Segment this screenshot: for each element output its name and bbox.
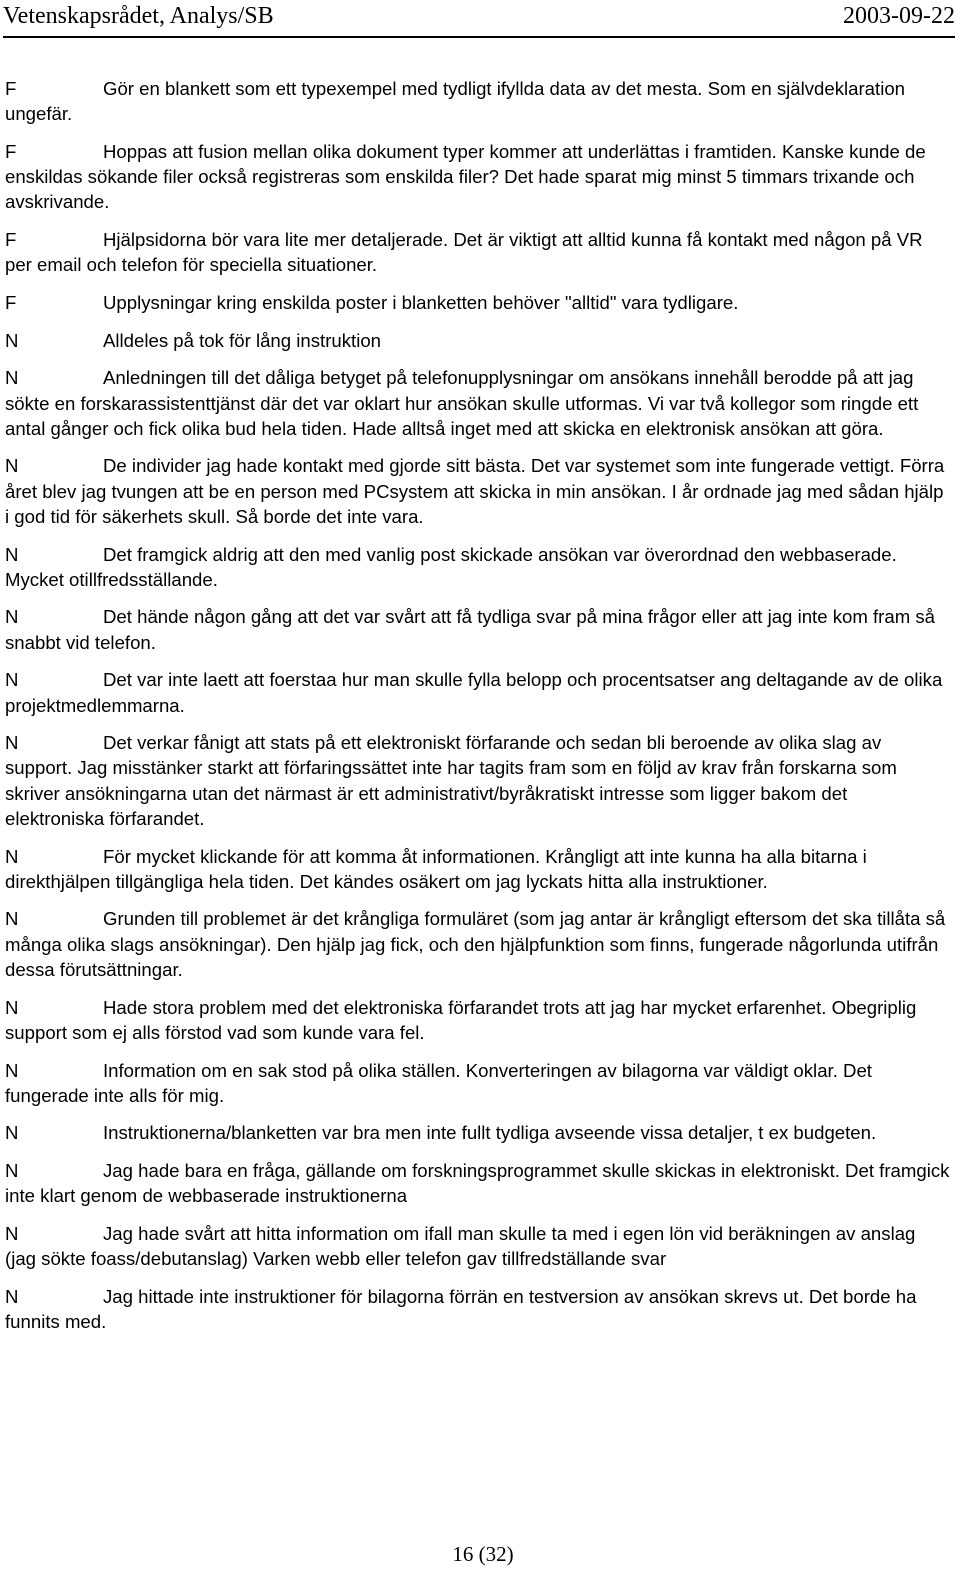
comment-text: Det var inte laett att foerstaa hur man skulle fylla belopp och procentsatser ang deltagande av de olika projektmedlemmarna. xyxy=(5,669,943,716)
comment-category-code: N xyxy=(5,1059,19,1081)
comment-text: Anledningen till det dåliga betyget på telefonupplysningar om ansökans innehåll berodde på att jag sökte en forskarassistenttjänst där det var oklart hur ansökan skulle utformas. Vi var två kollegor som ringde ett antal gånger och fick olika bud hela tiden. Hade alltså inget med att skicka en elektronisk ansökan att göra. xyxy=(5,367,919,439)
comment-category-code: F xyxy=(5,78,17,99)
comment-text: Hjälpsidorna bör vara lite mer detaljerade. Det är viktigt att alltid kunna få kontakt med någon på VR per email och telefon för speciella situationer. xyxy=(5,229,923,276)
comment-item xyxy=(5,667,951,717)
comment-category-code: F xyxy=(5,291,17,313)
comment-category-code: N xyxy=(5,1223,19,1245)
comment-item xyxy=(5,844,951,894)
comment-text: Instruktionerna/blanketten var bra men inte fullt tydliga avseende vissa detaljer, t ex budgeten. xyxy=(103,1122,877,1144)
comment-category-code: N xyxy=(5,1160,19,1182)
comment-category-code: N xyxy=(5,367,19,389)
comment-text: Gör en blankett som ett typexempel med tydligt ifyllda data av det mesta. Som en självdeklaration ungefär. xyxy=(5,78,906,125)
comment-item xyxy=(5,1058,951,1108)
comment-item xyxy=(5,328,951,353)
page-header xyxy=(3,0,955,38)
comment-text: Det framgick aldrig att den med vanlig post skickade ansökan var överordnad den webbaserade. Mycket otillfredsställande. xyxy=(5,543,897,590)
comment-item xyxy=(5,1221,951,1271)
comment-text: Jag hade bara en fråga, gällande om forskningsprogrammet skulle skickas in elektroniskt. Det framgick inte klart genom de webbaserade instruktionerna xyxy=(5,1160,950,1207)
comment-text: Det hände någon gång att det var svårt att få tydliga svar på mina frågor eller att jag inte kom fram så snabbt vid telefon. xyxy=(5,606,935,653)
comment-list xyxy=(5,76,951,1334)
comment-text: Information om en sak stod på olika ställen. Konverteringen av bilagorna var väldigt oklar. Det fungerade inte alls för mig. xyxy=(5,1059,872,1106)
comment-category-code: F xyxy=(5,229,17,251)
comment-item xyxy=(5,995,951,1045)
comment-text: Hade stora problem med det elektroniska förfarandet trots att jag har mycket erfarenhet. Obegriplig support som ej alls förstod vad som kunde vara fel. xyxy=(5,996,917,1043)
page-number: 16 (32) xyxy=(452,1542,514,1566)
comment-item xyxy=(5,227,951,277)
comment-item xyxy=(5,604,951,654)
comment-category-code: N xyxy=(5,732,19,754)
comment-item xyxy=(5,290,951,315)
comment-category-code: N xyxy=(5,996,19,1018)
comment-item xyxy=(5,139,951,215)
comment-text: Grunden till problemet är det krångliga formuläret (som jag antar är krångligt eftersom det ska tillåta så många olika slags ansökningar). Den hjälp jag fick, och den hjälpfunktion som finns, fungerade någorlunda utifrån dessa förutsättningar. xyxy=(5,908,946,980)
comment-category-code: N xyxy=(5,1285,19,1307)
comment-category-code: N xyxy=(5,1122,19,1144)
comment-item xyxy=(5,76,951,126)
comment-text: Det verkar fånigt att stats på ett elektroniskt förfarande och sedan bli beroende av olika slag av support. Jag misstänker starkt att förfaringssättet inte har tagits fram som en följd av krav från forskarna som skriver ansökningarna utan det närmast är ett administrativt/byråkratiskt intresse som ligger bakom det elektroniska förfarandet. xyxy=(5,732,897,829)
comment-category-code: N xyxy=(5,908,19,930)
comment-category-code: N xyxy=(5,455,19,477)
header-organization: Vetenskapsrådet, Analys/SB xyxy=(3,3,274,29)
comment-text: Alldeles på tok för lång instruktion xyxy=(103,329,382,351)
header-divider xyxy=(3,36,955,38)
comment-item xyxy=(5,365,951,441)
comment-category-code: F xyxy=(5,140,17,162)
comment-category-code: N xyxy=(5,606,19,628)
comment-category-code: N xyxy=(5,329,19,351)
comment-item xyxy=(5,906,951,982)
comment-category-code: N xyxy=(5,543,19,565)
comment-text: Hoppas att fusion mellan olika dokument typer kommer att underlättas i framtiden. Kanske kunde de enskildas sökande filer också registreras som enskilda filer? Det hade sparat mig minst 5 timmars trixande och avskrivande. xyxy=(5,140,926,213)
comment-text: Jag hade svårt att hitta information om ifall man skulle ta med i egen lön vid beräkningen av anslag (jag sökte foass/debutanslag) Varken webb eller telefon gav tillfredställande svar xyxy=(5,1223,916,1270)
comment-category-code: N xyxy=(5,669,19,691)
comment-text: Jag hittade inte instruktioner för bilagorna förrän en testversion av ansökan skrevs ut. Det borde ha funnits med. xyxy=(5,1285,917,1333)
comment-category-code: N xyxy=(5,845,19,867)
comment-item xyxy=(5,1284,951,1334)
comment-item xyxy=(5,1120,951,1145)
header-date: 2003-09-22 xyxy=(843,3,955,29)
comment-text: De individer jag hade kontakt med gjorde sitt bästa. Det var systemet som inte fungerade vettigt. Förra året blev jag tvungen att be en person med PCsystem att skicka in min ansökan. I år ordnade jag med sådan hjälp i god tid för säkerhets skull. Så borde det inte vara. xyxy=(5,455,945,527)
comment-item xyxy=(5,542,951,592)
comment-text: Upplysningar kring enskilda poster i blanketten behöver "alltid" vara tydligare. xyxy=(103,291,739,313)
comment-text: För mycket klickande för att komma åt informationen. Krångligt att inte kunna ha alla bitarna i direkthjälpen tillgängliga hela tiden. Det kändes osäkert om jag lyckats hitta alla instruktioner. xyxy=(5,845,867,892)
comment-item xyxy=(5,730,951,831)
comment-item xyxy=(5,453,951,529)
comment-item xyxy=(5,1158,951,1208)
